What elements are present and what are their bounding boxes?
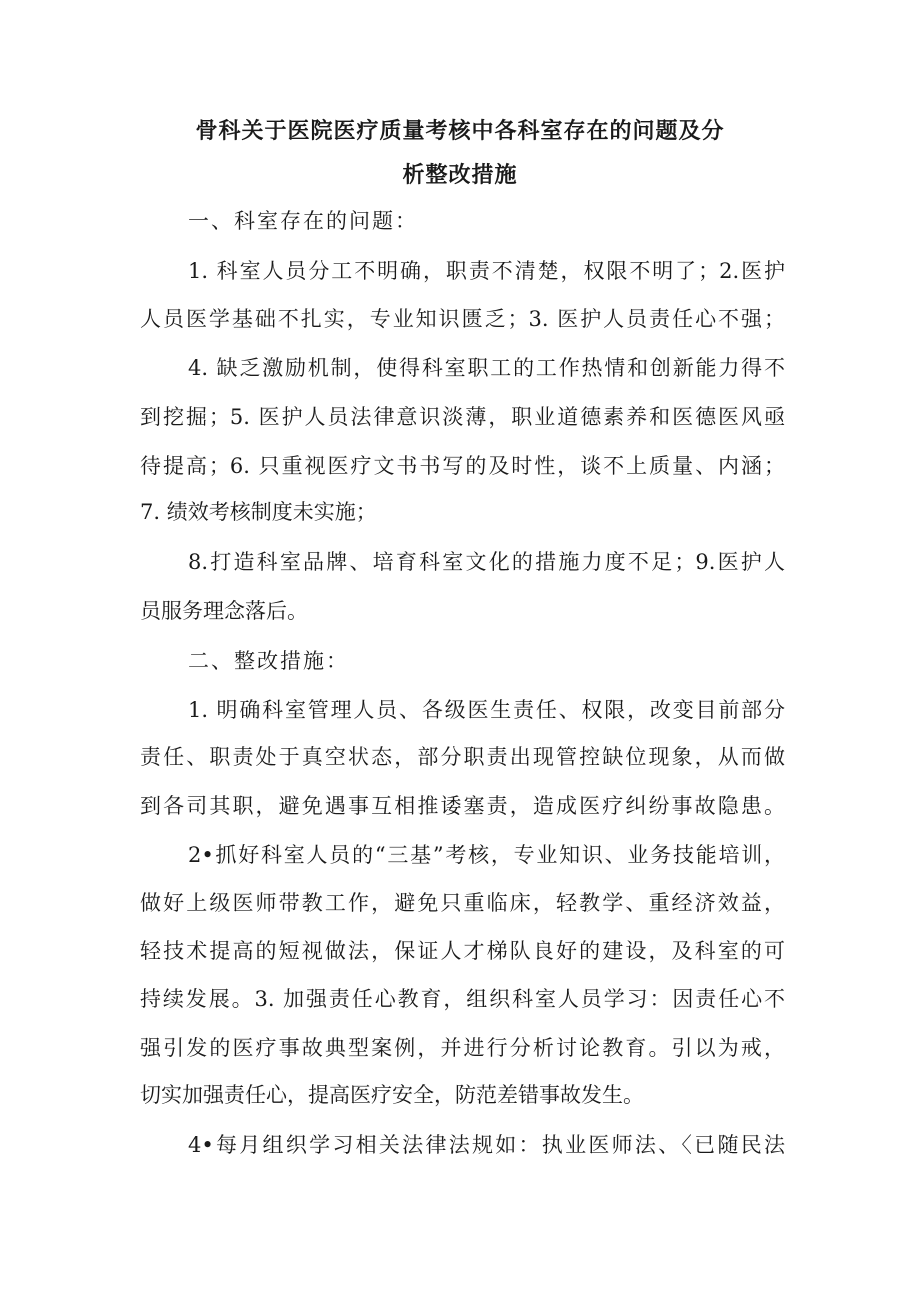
text-line: 2•抓好科室人员的“三基”考核，专业知识、业务技能培训， xyxy=(188,843,785,867)
text-line: 持续发展。3. 加强责任心教育，组织科室人员学习：因责任心不 xyxy=(140,987,785,1011)
section-heading-measures: 二、整改措施： xyxy=(188,649,349,673)
text-line: 到各司其职，避免遇事互相推诿塞责，造成医疗纠纷事故隐患。 xyxy=(140,794,785,818)
text-line: 4•每月组织学习相关法律法规如：执业医师法、〈已随民法 xyxy=(188,1133,785,1157)
text-line: 切实加强责任心，提高医疗安全，防范差错事故发生。 xyxy=(140,1083,644,1107)
text-line: 责任、职责处于真空状态，部分职责出现管控缺位现象，从而做 xyxy=(140,745,785,769)
text-line: 7. 绩效考核制度未实施； xyxy=(140,500,377,524)
text-line: 4. 缺乏激励机制，使得科室职工的工作热情和创新能力得不 xyxy=(188,356,785,380)
text-line: 到挖掘；5. 医护人员法律意识淡薄，职业道德素养和医德医风亟 xyxy=(140,405,785,429)
text-line: 强引发的医疗事故典型案例，并进行分析讨论教育。引以为戒， xyxy=(140,1036,785,1060)
text-line: 1. 科室人员分工不明确，职责不清楚，权限不明了；2.医护 xyxy=(188,259,785,283)
document-title-line-2: 析整改措施 xyxy=(402,163,518,188)
text-line: 1. 明确科室管理人员、各级医生责任、权限，改变目前部分 xyxy=(188,698,785,722)
text-line: 做好上级医师带教工作，避免只重临床，轻教学、重经济效益， xyxy=(140,891,785,915)
text-line: 人员医学基础不扎实，专业知识匮乏；3. 医护人员责任心不强； xyxy=(140,307,785,331)
text-line: 员服务理念落后。 xyxy=(140,599,308,623)
text-line: 待提高；6. 只重视医疗文书书写的及时性，谈不上质量、内涵； xyxy=(140,454,785,478)
text-line: 8.打造科室品牌、培育科室文化的措施力度不足；9.医护人 xyxy=(188,550,785,574)
document-title-line-1: 骨科关于医院医疗质量考核中各科室存在的问题及分 xyxy=(195,119,725,144)
section-heading-problems: 一、科室存在的问题： xyxy=(188,209,418,233)
text-line: 轻技术提高的短视做法，保证人才梯队良好的建设，及科室的可 xyxy=(140,939,785,963)
